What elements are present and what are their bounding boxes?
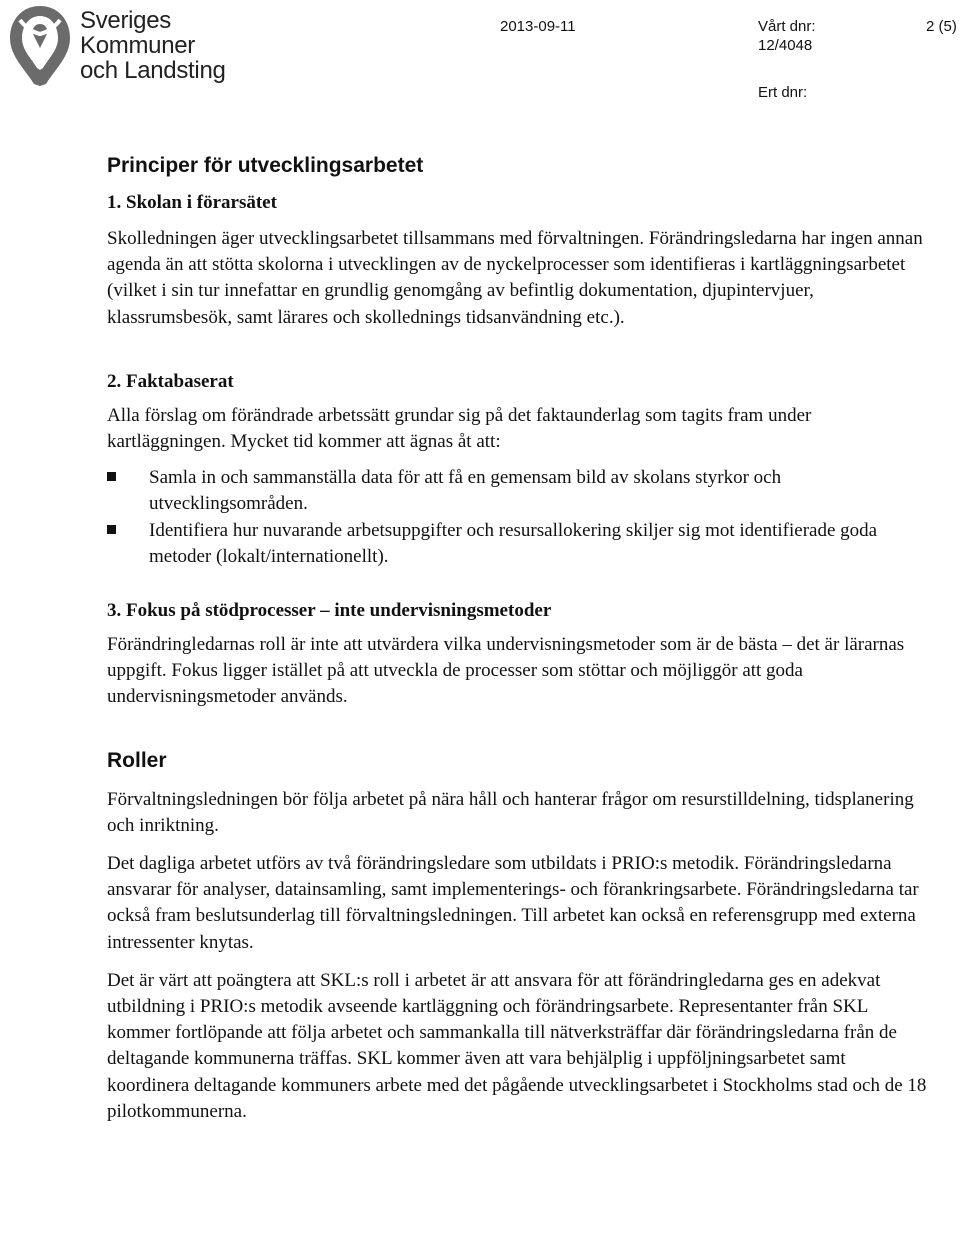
bullet-square-icon xyxy=(107,525,116,534)
page-number: 2 (5) xyxy=(926,18,957,35)
section-title-principles: Principer för utvecklingsarbetet xyxy=(107,154,424,177)
bullet-text-1: Samla in och sammanställa data för att få en gemensam bild av skolans styrkor och utvecklingsområden. xyxy=(149,467,782,515)
logo-line-2: Kommuner xyxy=(80,32,195,59)
paragraph-roller-2: Det dagliga arbetet utförs av två förändringsledare som utbildats i PRIO:s metodik. Förändringsledarna ansvarar för analyser, datainsamling, samt implementerings- och förankringsarbete. Förändringsledarna tar också fram beslutsunderlag till förvaltningsledningen. Till arbetet kan också en referensgrupp med externa intressenter knytas. xyxy=(107,853,919,953)
bullet-list xyxy=(107,465,927,570)
paragraph-fokus: Förändringledarnas roll är inte att utvärdera vilka undervisningsmetoder som är de bästa – det är lärarnas uppgift. Fokus ligger istället på att utveckla de processer som stöttar och möjliggör att goda undervisningsmetoder används. xyxy=(107,634,905,708)
logo-wordmark xyxy=(80,8,226,83)
heading-fokus-pa-stodprocesser: 3. Fokus på stödprocesser – inte undervisningsmetoder xyxy=(107,600,552,622)
our-ref-label: Vårt dnr: xyxy=(758,18,816,35)
heading-faktabaserat: 2. Faktabaserat xyxy=(107,370,234,392)
bullet-text-2: Identifiera hur nuvarande arbetsuppgifter och resursallokering skiljer sig mot identifierade goda metoder (lokalt/internationellt). xyxy=(149,519,878,567)
bullet-square-icon xyxy=(107,472,116,481)
logo-line-3: och Landsting xyxy=(80,57,226,84)
paragraph-roller-3: Det är värt att poängtera att SKL:s roll i arbetet är att ansvara för att förändringledarna ges en adekvat utbildning i PRIO:s metodik avseende kartläggning och förändringsarbete. Representanter från SKL kommer fortlöpande att följa arbetet och sammankalla till nätverksträffar där förändringsledarna från de deltagande kommunerna träffas. SKL kommer även att vara behjälplig i uppföljningsarbetet samt koordinera deltagande kommuners arbete med det pågående utvecklingsarbetet i Stockholms stad och de 18 pilotkommunerna. xyxy=(107,969,927,1122)
document-date: 2013-09-11 xyxy=(500,18,576,35)
your-ref-label: Ert dnr: xyxy=(758,84,808,101)
list-item xyxy=(107,465,927,517)
paragraph-faktabaserat: Alla förslag om förändrade arbetssätt grundar sig på det faktaunderlag som tagits fram under kartläggningen. Mycket tid kommer att ägnas åt att: xyxy=(107,404,812,453)
document-body xyxy=(107,154,927,1125)
paragraph-skolan: Skolledningen äger utvecklingsarbetet tillsammans med förvaltningen. Förändringsledarna har ingen annan agenda än att stötta skolorna i utvecklingen av de nyckelprocesser som identifieras i kartläggningsarbetet (vilket i sin tur innefattar en grundlig genomgång av befintlig dokumentation, djupintervjuer, klassrumsbesök, samt lärares och skollednings tidsanvändning etc.). xyxy=(107,228,923,328)
skl-logo xyxy=(4,2,76,88)
list-item xyxy=(107,518,927,570)
logo-line-1: Sveriges xyxy=(80,7,171,34)
paragraph-roller-1: Förvaltningsledningen bör följa arbetet på nära håll och hanterar frågor om resurstilldelning, tidsplanering och inriktning. xyxy=(107,788,914,836)
heading-skolan-i-forarsatet: 1. Skolan i förarsätet xyxy=(107,192,277,213)
section-title-roller: Roller xyxy=(107,748,167,772)
our-ref-value: 12/4048 xyxy=(758,37,813,54)
